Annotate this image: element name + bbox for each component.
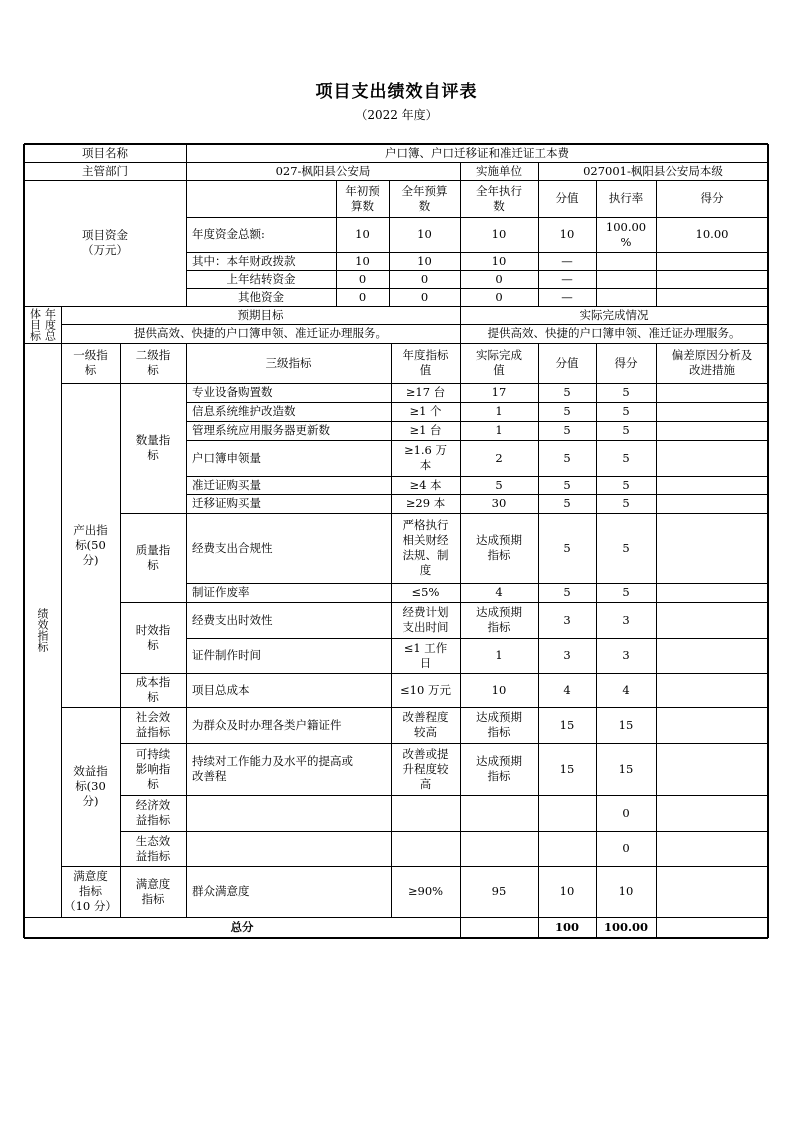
indicator-header-level2: 二级指 标	[135, 348, 171, 377]
indicator-actual: 10	[491, 682, 507, 697]
indicator-actual: 达成预期 指标	[476, 605, 522, 634]
indicator-note	[656, 421, 768, 440]
indicator-actual: 达成预期 指标	[476, 710, 522, 739]
indicator-value: 3	[563, 648, 571, 662]
indicator-name: 项目总成本	[192, 682, 250, 697]
indicator-value	[538, 795, 596, 831]
funds-cell-executed: 10	[491, 227, 507, 241]
indicator-target: ≤5%	[411, 585, 440, 599]
funds-cell-score_value: —	[561, 289, 573, 304]
indicator-actual: 5	[495, 477, 503, 492]
indicator-actual	[460, 795, 538, 831]
funds-cell-rate	[596, 270, 656, 288]
indicator-actual: 达成预期 指标	[476, 754, 522, 783]
indicator-value: 15	[559, 717, 575, 732]
indicator-note	[656, 602, 768, 638]
indicator-actual: 17	[491, 385, 507, 399]
indicator-note	[656, 673, 768, 707]
indicator-value: 15	[559, 761, 575, 776]
indicator-name: 持续对工作能力及水平的提高或 改善程	[192, 754, 353, 783]
project-name-value: 户口簿、户口迁移证和准迁证工本费	[385, 145, 569, 160]
indicator-note	[656, 402, 768, 421]
implementing-unit-label: 实施单位	[476, 163, 522, 178]
indicator-target: ≥1 个	[409, 404, 442, 418]
indicator-value: 3	[563, 612, 571, 627]
funds-row-label: 年度资金总额:	[192, 227, 265, 241]
total-value: 100	[554, 920, 579, 934]
funds-cell-score_value: —	[561, 253, 573, 268]
indicator-target: ≥1 台	[409, 423, 442, 437]
indicator-name: 准迁证购买量	[192, 477, 261, 492]
funds-cell-executed: 10	[491, 253, 507, 268]
indicator-name: 为群众及时办理各类户籍证件	[192, 717, 342, 732]
funds-header-executed: 全年执行 数	[476, 183, 522, 213]
indicator-target	[391, 795, 460, 831]
indicator-score: 15	[618, 761, 634, 776]
indicator-target: 改善程度 较高	[402, 710, 449, 739]
indicator-actual: 2	[495, 450, 503, 465]
supervising-dept-label: 主管部门	[82, 163, 128, 178]
indicator-target: ≥29 本	[405, 496, 446, 510]
indicator-name: 专业设备购置数	[192, 385, 273, 399]
indicator-score: 5	[622, 540, 630, 555]
funds-cell-initial: 10	[355, 253, 370, 268]
indicator-header-level1: 一级指 标	[73, 348, 108, 377]
level2-economic-indicator: 经济效 益指标	[135, 798, 171, 827]
funds-row-label: 上年结转资金	[226, 271, 296, 286]
actual-completion-header: 实际完成情况	[579, 307, 649, 322]
level2-sustainable-indicator: 可持续 影响指 标	[135, 746, 171, 791]
funds-cell-score	[656, 252, 768, 270]
indicator-score: 5	[622, 450, 630, 465]
level2-quality-indicator: 质量指 标	[135, 542, 171, 572]
funds-cell-score: 10.00	[695, 227, 729, 241]
funds-cell-annual: 10	[417, 253, 432, 268]
indicator-score: 0	[622, 841, 630, 855]
indicator-header-analysis: 偏差原因分析及 改进措施	[671, 348, 753, 377]
indicator-target: ≥1.6 万 本	[403, 443, 448, 472]
funds-cell-executed: 0	[495, 289, 503, 304]
funds-cell-initial: 0	[358, 289, 367, 304]
funds-cell-annual: 0	[420, 289, 429, 304]
level1-satisfaction-indicator: 满意度 指标 （10 分）	[64, 869, 117, 913]
indicator-note	[656, 476, 768, 494]
indicator-note	[656, 707, 768, 743]
indicator-score: 0	[622, 805, 630, 820]
funds-row-label: 其他资金	[238, 289, 284, 304]
indicator-actual	[460, 831, 538, 866]
indicator-target: ≥90%	[407, 884, 444, 898]
indicator-score: 5	[622, 404, 630, 418]
project-name-label: 项目名称	[82, 145, 128, 160]
total-score-label: 总分	[230, 920, 254, 934]
indicator-header-target: 年度指标 值	[402, 348, 449, 377]
funds-header-annual: 全年预算 数	[401, 183, 448, 213]
indicator-target: ≤10 万元	[400, 682, 451, 697]
funds-cell-rate: 100.00 %	[605, 219, 647, 249]
indicator-actual: 1	[495, 423, 503, 437]
level2-ecological-indicator: 生态效 益指标	[135, 833, 171, 863]
indicator-value: 5	[563, 385, 571, 399]
indicator-header-value: 分值	[555, 355, 579, 370]
total-score: 100.00	[603, 920, 648, 934]
funds-cell-score_value: 10	[559, 227, 575, 241]
funds-cell-score	[656, 270, 768, 288]
funds-cell-annual: 0	[420, 271, 429, 286]
indicator-note	[656, 513, 768, 583]
indicator-value: 5	[563, 540, 571, 555]
supervising-dept-value: 027-枫阳县公安局	[275, 163, 371, 178]
indicator-note	[656, 795, 768, 831]
indicator-score: 15	[618, 717, 634, 732]
indicator-score: 5	[622, 496, 630, 510]
indicator-target: ≥17 台	[405, 385, 446, 399]
indicator-name: 证件制作时间	[192, 648, 261, 662]
expected-goal-text: 提供高效、快捷的户口簿申领、准迁证办理服务。	[134, 326, 387, 340]
level2-timeliness-indicator: 时效指 标	[135, 622, 171, 652]
indicator-value: 5	[563, 496, 571, 510]
expected-goal-header: 预期目标	[237, 307, 284, 322]
indicator-name: 管理系统应用服务器更新数	[192, 423, 330, 437]
indicator-score: 5	[622, 423, 630, 437]
project-funds-label: 项目资金 （万元）	[82, 228, 128, 257]
funds-cell-annual: 10	[417, 227, 432, 241]
indicator-value	[538, 831, 596, 866]
report-year: （2022 年度）	[355, 108, 438, 122]
indicator-score: 10	[618, 884, 634, 898]
indicator-name: 户口簿申领量	[192, 450, 261, 465]
funds-header-initial: 年初预 算数	[345, 183, 380, 213]
indicator-target: 严格执行 相关财经 法规、制 度	[402, 518, 449, 577]
actual-completion-text: 提供高效、快捷的户口簿申领、准迁证办理服务。	[487, 326, 741, 340]
funds-header-score_value: 分值	[555, 191, 579, 205]
indicator-value: 4	[563, 682, 571, 697]
level2-satisfaction-indicator: 满意度 指标	[135, 876, 171, 906]
indicator-header-level3: 三级指标	[265, 355, 312, 370]
indicator-actual: 4	[495, 585, 503, 599]
indicator-actual: 1	[495, 404, 503, 418]
indicator-name	[186, 831, 391, 866]
indicator-value: 5	[563, 423, 571, 437]
indicator-name: 制证作废率	[192, 585, 250, 599]
indicator-target	[391, 831, 460, 866]
indicator-target: 改善或提 升程度较 高	[402, 746, 449, 791]
funds-cell-rate	[596, 288, 656, 306]
indicator-note	[656, 831, 768, 866]
indicator-score: 5	[622, 585, 630, 599]
performance-indicators-label: 绩效指标	[36, 608, 49, 652]
indicator-name: 迁移证购买量	[192, 496, 261, 510]
indicator-note	[656, 743, 768, 795]
indicator-score: 5	[622, 477, 630, 492]
indicator-note	[656, 494, 768, 513]
indicator-target: ≥4 本	[409, 477, 442, 492]
indicator-name: 经费支出时效性	[192, 612, 273, 627]
funds-cell-score	[656, 288, 768, 306]
indicator-actual: 1	[495, 648, 503, 662]
indicator-score: 3	[622, 612, 630, 627]
indicator-actual: 95	[491, 884, 507, 898]
level2-quantity-indicator: 数量指 标	[135, 433, 171, 462]
indicator-score: 3	[622, 648, 630, 662]
indicator-name	[186, 795, 391, 831]
indicator-note	[656, 440, 768, 476]
indicator-value: 10	[559, 884, 575, 898]
indicator-note	[656, 583, 768, 602]
funds-cell-initial: 10	[355, 227, 370, 241]
indicator-score: 4	[622, 682, 630, 697]
indicator-target: 经费计划 支出时间	[402, 605, 449, 634]
indicator-note	[656, 638, 768, 673]
indicator-note	[656, 866, 768, 917]
indicator-note	[656, 383, 768, 402]
indicator-actual: 达成预期 指标	[476, 533, 522, 562]
level1-output-indicator: 产出指 标(50 分)	[73, 522, 108, 567]
funds-cell-initial: 0	[358, 271, 367, 286]
indicator-value: 5	[563, 477, 571, 492]
level2-cost-indicator: 成本指 标	[135, 675, 171, 704]
indicator-value: 5	[563, 585, 571, 599]
indicator-header-actual: 实际完成 值	[476, 348, 522, 377]
indicator-header-score: 得分	[614, 355, 638, 370]
indicator-name: 信息系统维护改造数	[192, 404, 296, 418]
indicator-actual: 30	[491, 496, 507, 510]
level2-social-indicator: 社会效 益指标	[135, 710, 171, 739]
indicator-name: 经费支出合规性	[192, 540, 273, 555]
funds-header-score: 得分	[700, 191, 724, 205]
indicator-value: 5	[563, 404, 571, 418]
funds-cell-executed: 0	[495, 271, 503, 286]
level1-benefit-indicator: 效益指 标(30 分)	[73, 764, 108, 808]
page-title: 项目支出绩效自评表	[315, 82, 478, 102]
funds-row-label: 其中：本年财政拨款	[192, 253, 296, 268]
funds-cell-score_value: —	[561, 271, 573, 286]
annual-goal-label: 年度总体目标	[28, 308, 57, 341]
indicator-score: 5	[622, 385, 630, 399]
indicator-name: 群众满意度	[192, 884, 250, 898]
indicator-value: 5	[563, 450, 571, 465]
implementing-unit-value: 027001-枫阳县公安局本级	[583, 163, 723, 178]
funds-header-rate: 执行率	[608, 191, 644, 205]
indicator-target: ≤1 工作 日	[403, 640, 448, 670]
funds-cell-rate	[596, 252, 656, 270]
